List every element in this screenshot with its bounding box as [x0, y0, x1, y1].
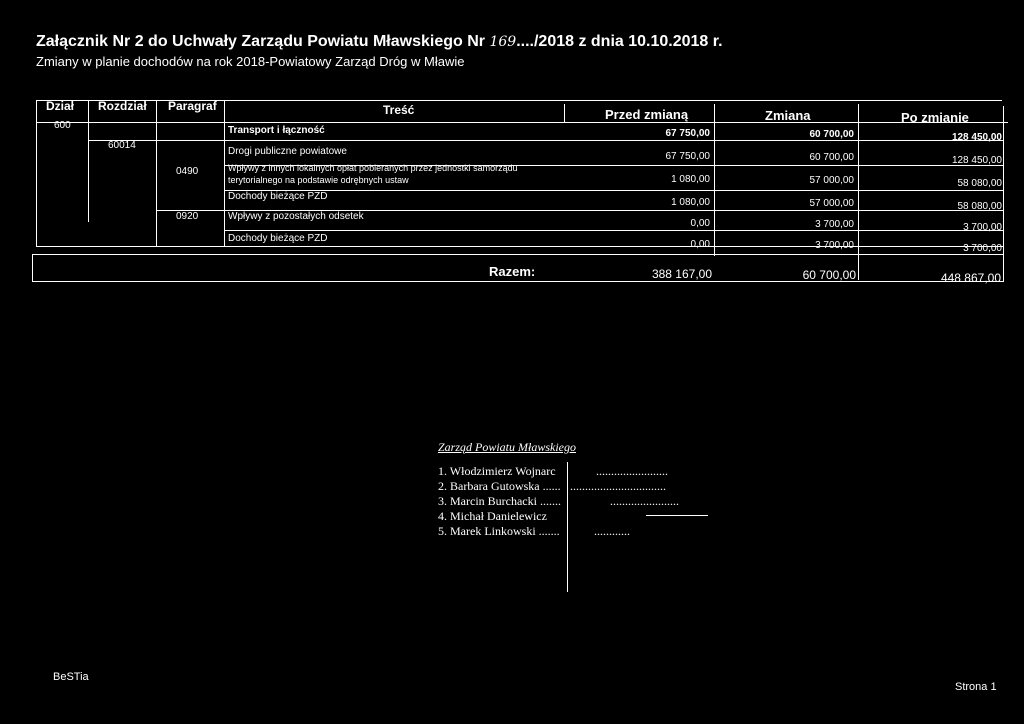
header-bottom-border	[36, 122, 1008, 123]
col-divider-tresc	[564, 104, 565, 122]
row-separator-1	[88, 140, 1004, 141]
total-top-border	[32, 254, 1004, 255]
row-tresc-line2: terytorialnego na podstawie odrębnych ustaw	[228, 175, 409, 185]
row-po: 128 450,00	[951, 132, 1002, 143]
signature-dots: ............	[594, 524, 630, 538]
row-tresc: Dochody bieżące PZD	[228, 191, 328, 202]
table-right-border	[1003, 106, 1004, 282]
row-przed: 67 750,00	[665, 128, 710, 139]
header-po-zmianie: Po zmianie	[901, 110, 969, 125]
table-bottom-border	[36, 246, 1004, 247]
total-left-border	[32, 254, 33, 282]
row-po: 3 700,00	[963, 243, 1002, 254]
document-subtitle: Zmiany w planie dochodów na rok 2018-Powiatowy Zarząd Dróg w Mławie	[36, 54, 465, 69]
total-przed: 388 167,00	[651, 267, 712, 281]
col-divider-rozdzial	[156, 100, 157, 246]
row-przed: 0,00	[690, 218, 710, 229]
table-left-border	[36, 100, 37, 246]
total-po: 448 867,00	[940, 271, 1001, 285]
row-tresc: Transport i łączność	[228, 125, 325, 136]
footer-left: BeSTia	[53, 671, 89, 683]
title-text: Załącznik Nr 2 do Uchwały Zarządu Powiatu Mławskiego Nr	[36, 33, 490, 50]
row-przed: 1 080,00	[671, 197, 710, 208]
signature-vertical-line	[567, 462, 568, 592]
document-title	[36, 33, 723, 51]
row-zmiana: 60 700,00	[809, 129, 854, 140]
row-zmiana: 3 700,00	[815, 219, 854, 230]
row-zmiana: 57 000,00	[809, 175, 854, 186]
total-zmiana: 60 700,00	[802, 268, 856, 282]
row-przed: 1 080,00	[671, 174, 710, 185]
row-tresc: Dochody bieżące PZD	[228, 233, 328, 244]
row-rozdzial-code: 60014	[108, 140, 136, 151]
signature-dots: .......................	[610, 494, 679, 508]
signature-dots: ........................	[596, 464, 668, 478]
total-bottom-border	[32, 281, 1004, 282]
row-paragraf-code: 0490	[176, 166, 199, 177]
row-tresc: Drogi publiczne powiatowe	[228, 146, 347, 157]
header-rozdzial: Rozdział	[98, 99, 147, 113]
signature-dots: ................................	[570, 479, 666, 493]
row-tresc-line1: Wpływy z innych lokalnych opłat pobieranych przez jednostki samorządu	[228, 163, 518, 173]
signatures-title: Zarząd Powiatu Mławskiego	[438, 440, 577, 454]
row-po: 3 700,00	[963, 222, 1002, 233]
signature-name: 2. Barbara Gutowska ......	[438, 479, 561, 493]
row-paragraf-code: 0920	[176, 211, 199, 222]
title-date: ..../2018 z dnia 10.10.2018 r.	[516, 33, 723, 50]
signature-name: 1. Włodzimierz Wojnarc	[438, 464, 556, 478]
row-przed: 0,00	[690, 239, 710, 250]
total-label: Razem:	[489, 264, 536, 279]
row-zmiana: 57 000,00	[809, 198, 854, 209]
row-tresc: Wpływy z pozostałych odsetek	[228, 211, 364, 222]
row-separator-3	[224, 190, 1004, 191]
row-przed: 67 750,00	[665, 151, 710, 162]
signature-line	[646, 515, 708, 516]
row-zmiana: 3 700,00	[815, 240, 854, 251]
row-po: 128 450,00	[951, 155, 1002, 166]
row-po: 58 080,00	[957, 178, 1002, 189]
header-zmiana: Zmiana	[765, 108, 811, 123]
col-divider-dzial	[88, 100, 89, 222]
signature-name: 4. Michał Danielewicz	[438, 509, 547, 523]
signature-name: 3. Marcin Burchacki .......	[438, 494, 561, 508]
col-divider-paragraf	[224, 100, 225, 246]
handwritten-number: 169	[489, 34, 517, 50]
col-divider-przed	[714, 104, 715, 256]
header-przed-zmiana: Przed zmianą	[605, 107, 689, 122]
signature-name: 5. Marek Linkowski .......	[438, 524, 560, 538]
header-tresc: Treść	[383, 103, 415, 117]
page-number: Strona 1	[955, 681, 997, 693]
header-paragraf: Paragraf	[168, 99, 217, 113]
header-dzial: Dział	[46, 99, 75, 113]
row-dzial-code: 600	[54, 120, 71, 131]
row-po: 58 080,00	[957, 201, 1002, 212]
row-zmiana: 60 700,00	[809, 152, 854, 163]
row-separator-5	[224, 230, 1004, 231]
